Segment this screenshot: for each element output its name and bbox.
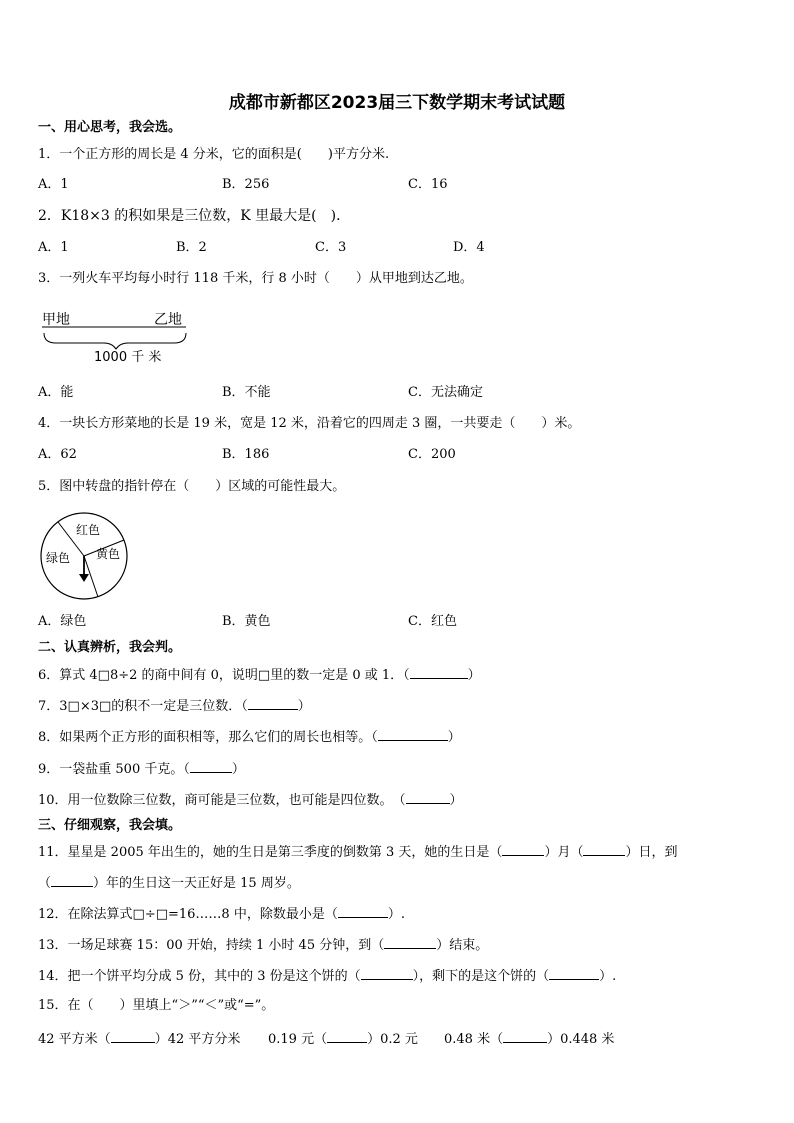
answer-blank[interactable] [503, 1030, 547, 1043]
question-11-line1: 11．星星是 2005 年出生的，她的生日是第三季度的倒数第 3 天，她的生日是（ ）月（ ）日，到 [38, 845, 678, 860]
question-13: 13．一场足球赛 15：00 开始，持续 1 小时 45 分钟，到（ ）结束。 [38, 938, 489, 953]
question-2: 2．K18×3 的积如果是三位数，K 里最大是( )． [38, 208, 351, 224]
q2-option-b: B．2 [176, 240, 207, 255]
q3-option-b: B．不能 [222, 385, 271, 400]
section-heading-1: 一、用心思考，我会选。 [38, 120, 182, 135]
q2-option-d: D．4 [453, 240, 485, 255]
q1-option-b: B．256 [222, 177, 270, 192]
page-title: 成都市新都区2023届三下数学期末考试试题 [228, 93, 566, 113]
question-12: 12．在除法算式□÷□=16……8 中，除数最小是（ ）. [38, 907, 405, 922]
question-11-line2: （ ）年的生日这一天正好是 15 周岁。 [38, 876, 300, 891]
question-7: 7．3□×3□的积不一定是三位数．（ ） [38, 699, 311, 714]
spinner-red-label: 红色 [76, 523, 101, 537]
answer-blank[interactable] [502, 843, 544, 856]
answer-blank[interactable] [549, 967, 599, 980]
distance-brace [44, 333, 186, 349]
q2-option-a: A．1 [38, 240, 69, 255]
q1-option-a: A．1 [38, 177, 69, 192]
question-3: 3．一列火车平均每小时行 118 千米，行 8 小时（ ）从甲地到达乙地。 [38, 271, 473, 286]
answer-blank[interactable] [406, 791, 450, 804]
q4-option-a: A．62 [38, 447, 77, 462]
question-9: 9．一袋盐重 500 千克。（ ） [38, 762, 245, 777]
q5-option-a: A．绿色 [38, 614, 87, 629]
question-1: 1．一个正方形的周长是 4 分米，它的面积是( )平方分米. [38, 147, 390, 162]
question-14: 14．把一个饼平均分成 5 份，其中的 3 份是这个饼的（ ），剩下的是这个饼的（ ）. [38, 969, 617, 984]
q1-option-c: C．16 [408, 177, 448, 192]
q5-spinner [38, 510, 130, 602]
figure-label-jiadi: 甲地 [42, 312, 70, 328]
answer-blank[interactable] [378, 728, 448, 741]
q5-option-b: B．黄色 [222, 614, 271, 629]
question-8: 8．如果两个正方形的面积相等，那么它们的周长也相等。（ ） [38, 730, 461, 745]
question-6: 6．算式 4□8÷2 的商中间有 0，说明□里的数一定是 0 或 1．（ ） [38, 668, 481, 683]
question-15: 15．在（ ）里填上“＞”“＜”或“=”。 [38, 998, 275, 1013]
q4-option-c: C．200 [408, 447, 456, 462]
section-heading-2: 二、认真辨析，我会判。 [38, 640, 182, 655]
figure-label-yidi: 乙地 [154, 312, 182, 328]
answer-blank[interactable] [361, 967, 413, 980]
q4-option-b: B．186 [222, 447, 270, 462]
spinner-green-label: 绿色 [46, 551, 71, 565]
question-5: 5．图中转盘的指针停在（ ）区域的可能性最大。 [38, 479, 346, 494]
q2-option-c: C．3 [315, 240, 347, 255]
q15-compare-2: 0.19 元（ ）0.2 元 [268, 1032, 418, 1047]
q15-compare-1: 42 平方米（ ）42 平方分米 [38, 1032, 241, 1047]
answer-blank[interactable] [248, 697, 298, 710]
question-4: 4．一块长方形菜地的长是 19 米，宽是 12 米，沿着它的四周走 3 圈，一共要走（ ）米。 [38, 416, 581, 431]
q3-distance-figure [36, 305, 196, 367]
answer-blank[interactable] [51, 874, 93, 887]
q3-option-c: C．无法确定 [408, 385, 483, 400]
q3-option-a: A．能 [38, 385, 74, 400]
q5-option-c: C．红色 [408, 614, 457, 629]
spinner-yellow-label: 黄色 [96, 547, 121, 561]
answer-blank[interactable] [410, 666, 468, 679]
answer-blank[interactable] [338, 905, 388, 918]
section-heading-3: 三、仔细观察，我会填。 [38, 818, 182, 833]
pointer-arrow-icon [79, 574, 89, 582]
answer-blank[interactable] [583, 843, 625, 856]
answer-blank[interactable] [190, 760, 232, 773]
answer-blank[interactable] [327, 1030, 367, 1043]
figure-distance-label: 1000 千 米 [94, 350, 162, 365]
question-10: 10．用一位数除三位数，商可能是三位数，也可能是四位数。 （ ） [38, 793, 463, 808]
q15-compare-3: 0.48 米（ ）0.448 米 [444, 1032, 615, 1047]
answer-blank[interactable] [111, 1030, 155, 1043]
answer-blank[interactable] [384, 936, 436, 949]
